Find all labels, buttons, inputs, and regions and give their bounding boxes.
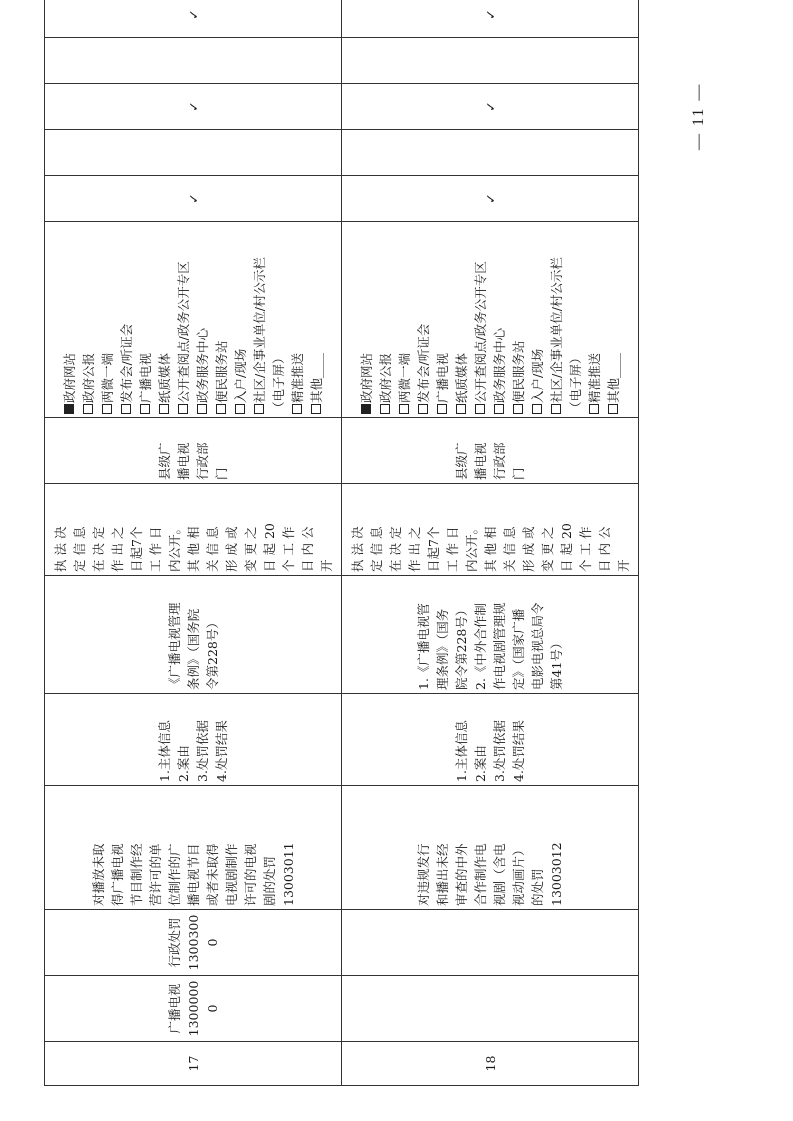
channel-label: 两微一端 <box>100 352 115 403</box>
subcategory-cell <box>45 910 342 976</box>
time-cell-line: 其 他 相 <box>482 526 498 572</box>
table-row <box>45 0 342 1086</box>
time-cell-line: 执 法 决 <box>52 526 68 572</box>
disclosure-table <box>44 0 639 1086</box>
channel-label: 社区/企事业单位/村公示栏 <box>549 257 564 403</box>
channel-item <box>414 225 433 414</box>
channel-label: 两微一端 <box>397 352 412 403</box>
category-cell-line: 13000000 <box>185 980 220 1037</box>
item-cell-line: 得广播电视 <box>109 843 125 906</box>
channel-item <box>155 225 174 414</box>
content-cell-line: 1.主体信息 <box>157 720 172 782</box>
unchecked-box-icon <box>532 404 542 414</box>
time-cell-line: 内公开。 <box>166 521 182 572</box>
basis-cell <box>342 576 639 694</box>
channel-item <box>395 225 414 414</box>
basis-cell-line: 令第228号） <box>204 616 220 690</box>
channel-item <box>117 225 136 414</box>
unchecked-box-icon <box>292 404 302 414</box>
item-cell-line: 剧的处罚 <box>261 855 277 906</box>
time-cell-line: 个 工 作 <box>280 526 296 572</box>
channel-label: 便民服务站 <box>511 340 526 403</box>
item-cell <box>45 786 342 910</box>
time-cell-line: 日起7个 <box>128 526 144 572</box>
channel-item <box>193 225 212 414</box>
item-cell <box>342 786 639 910</box>
channel-item <box>174 225 193 414</box>
unchecked-box-icon <box>437 404 447 414</box>
time-cell <box>342 484 639 576</box>
time-cell-line: 开 <box>318 559 334 572</box>
channel-label: 便民服务站 <box>214 340 229 403</box>
check-mark-icon: ✓ <box>342 0 639 38</box>
unchecked-box-icon <box>102 404 112 414</box>
channel-item <box>212 225 231 414</box>
channel-item <box>288 225 307 414</box>
content-cell-line: 1.主体信息 <box>454 720 469 782</box>
time-cell-line: 在 决 定 <box>387 526 403 572</box>
category-cell <box>45 976 342 1042</box>
table-row <box>342 0 639 1086</box>
channel-item <box>471 225 490 414</box>
basis-cell-line: 1.《广播电视管 <box>416 603 431 690</box>
subject-cell-line: 县级广 <box>157 442 172 480</box>
subject-cell-line: 门 <box>511 467 526 480</box>
unchecked-box-icon <box>254 404 264 414</box>
time-cell-line: 日 内 公 <box>299 526 315 572</box>
channel-item <box>528 225 547 414</box>
subject-cell-line: 门 <box>214 467 229 480</box>
time-cell-line: 定 信 息 <box>368 526 384 572</box>
basis-cell-line: 《广播电视管理 <box>166 602 182 690</box>
time-cell-line: 作 出 之 <box>406 526 422 572</box>
unchecked-box-icon <box>551 404 561 414</box>
item-cell-line: 位制作的广 <box>166 843 182 906</box>
channel-item <box>231 225 250 414</box>
unchecked-box-icon <box>608 404 618 414</box>
subject-cell-line: 播电视 <box>473 442 488 480</box>
subject-cell-line: 行政部 <box>492 442 507 480</box>
channel-item <box>509 225 528 414</box>
check-mark-icon: ✓ <box>45 176 342 222</box>
time-cell-line: 其 他 相 <box>185 526 201 572</box>
time-cell-line: 定 信 息 <box>71 526 87 572</box>
time-cell-line: 作 出 之 <box>109 526 125 572</box>
item-cell-line: 对违规发行 <box>416 843 431 906</box>
checked-box-icon <box>64 404 74 414</box>
time-cell-line: 关 信 息 <box>204 526 220 572</box>
time-cell-line: 关 信 息 <box>501 526 517 572</box>
time-cell-line: 变 更 之 <box>539 526 555 572</box>
unchecked-box-icon <box>140 404 150 414</box>
item-cell-line: 合作制作电 <box>473 843 488 906</box>
unchecked-box-icon <box>399 404 409 414</box>
subcategory-cell-line: 行政处罚 <box>166 917 182 968</box>
item-cell-line: 节目制作经 <box>128 843 144 906</box>
check-mark-icon: ✓ <box>45 0 342 38</box>
item-cell-line: 审查的中外 <box>454 843 469 906</box>
table-body <box>45 0 639 1086</box>
time-cell-line: 日 起 20 <box>261 523 277 572</box>
empty-mark-cell <box>45 130 342 176</box>
subcategory-cell <box>342 910 639 976</box>
time-cell-line: 在 决 定 <box>90 526 106 572</box>
row-seq: 17 <box>45 1042 342 1086</box>
subcategory-cell-line: 13003000 <box>185 914 220 971</box>
content-cell <box>342 694 639 786</box>
subject-cell <box>342 418 639 484</box>
channel-item <box>452 225 471 414</box>
channel-item <box>60 225 79 414</box>
basis-cell-line: 2.《中外合作制 <box>473 603 488 690</box>
screen-note: （电子屏） <box>271 351 286 414</box>
subject-cell-line: 行政部 <box>195 442 210 480</box>
unchecked-box-icon <box>216 404 226 414</box>
time-cell-line: 内公开。 <box>463 521 479 572</box>
content-cell-line: 2.案由 <box>176 745 191 782</box>
channel-item <box>136 225 155 414</box>
content-cell-line: 4.处罚结果 <box>511 720 526 782</box>
channel-label: 精准推送 <box>587 352 602 403</box>
unchecked-box-icon <box>475 404 485 414</box>
channel-item <box>98 225 117 414</box>
channel-item <box>357 225 376 414</box>
channel-item <box>376 225 395 414</box>
content-cell-line: 2.案由 <box>473 745 488 782</box>
screen-note: （电子屏） <box>568 351 583 414</box>
time-cell <box>45 484 342 576</box>
item-cell-line: 许可的电视 <box>242 843 258 906</box>
basis-cell-line: 条例》（国务院 <box>185 608 201 690</box>
time-cell-line: 开 <box>615 559 631 572</box>
channel-label: 政府网站 <box>359 352 374 403</box>
basis-cell <box>45 576 342 694</box>
time-cell-line: 日起7个 <box>425 526 441 572</box>
check-mark-icon: ✓ <box>342 176 639 222</box>
channel-cell <box>342 222 639 418</box>
content-cell-line: 4.处罚结果 <box>214 720 229 782</box>
channel-label: 纸质媒体 <box>454 352 469 403</box>
content-cell <box>45 694 342 786</box>
channel-label: 发布会/听证会 <box>119 323 134 403</box>
unchecked-box-icon <box>380 404 390 414</box>
channel-label: 政府网站 <box>62 352 77 403</box>
time-cell-line: 形 成 或 <box>520 526 536 572</box>
unchecked-box-icon <box>456 404 466 414</box>
basis-cell-line: 作电视剧管理规 <box>492 602 507 690</box>
channel-label: 政府公报 <box>378 352 393 403</box>
subject-cell-line: 播电视 <box>176 442 191 480</box>
time-cell-line: 变 更 之 <box>242 526 258 572</box>
channel-label: 发布会/听证会 <box>416 323 431 403</box>
time-cell-line: 形 成 或 <box>223 526 239 572</box>
unchecked-box-icon <box>178 404 188 414</box>
unchecked-box-icon <box>235 404 245 414</box>
channel-item <box>585 225 604 414</box>
time-cell-line: 工 作 日 <box>147 526 163 572</box>
check-mark-icon: ✓ <box>45 84 342 130</box>
unchecked-box-icon <box>513 404 523 414</box>
item-cell-line: 营许可的单 <box>147 843 163 906</box>
item-cell-line: 对播放未取 <box>90 843 106 906</box>
channel-label: 其他____ <box>606 352 621 403</box>
channel-cell <box>45 222 342 418</box>
content-cell-line: 3.处罚依据 <box>492 720 507 782</box>
channel-label: 政务服务中心 <box>195 327 210 403</box>
channel-label: 入户/现场 <box>233 348 248 403</box>
unchecked-box-icon <box>121 404 131 414</box>
basis-cell-line: 第41号） <box>549 636 564 690</box>
channel-item <box>604 225 623 414</box>
unchecked-box-icon <box>311 404 321 414</box>
channel-label: 精准推送 <box>290 352 305 403</box>
item-cell-line: 或者未取得 <box>204 843 220 906</box>
subject-cell <box>45 418 342 484</box>
channel-label: 社区/企事业单位/村公示栏 <box>252 257 267 403</box>
channel-label: 其他____ <box>309 352 324 403</box>
channel-item <box>490 225 509 414</box>
item-cell-line: 电视剧制作 <box>223 843 239 906</box>
page-number <box>690 70 720 150</box>
channel-label: 公开查阅点/政务公开专区 <box>176 261 191 403</box>
unchecked-box-icon <box>589 404 599 414</box>
unchecked-box-icon <box>494 404 504 414</box>
time-cell-line: 日 起 20 <box>558 523 574 572</box>
item-cell-line: 播电视节目 <box>185 843 201 906</box>
channel-label: 政府公报 <box>81 352 96 403</box>
channel-label: 公开查阅点/政务公开专区 <box>473 261 488 403</box>
item-cell-line: 13003012 <box>549 842 564 906</box>
category-cell <box>342 976 639 1042</box>
category-cell-line: 广播电视 <box>166 983 182 1034</box>
channel-item <box>250 225 269 414</box>
channel-item <box>547 225 566 414</box>
content-cell-line: 3.处罚依据 <box>195 720 210 782</box>
page-number-text: — 11 — <box>690 82 707 150</box>
empty-mark-cell <box>342 130 639 176</box>
item-cell-line: 和播出未经 <box>435 843 450 906</box>
subject-cell-line: 县级广 <box>454 442 469 480</box>
basis-cell-line: 理条例》（国务 <box>435 608 450 690</box>
channel-label: 广播电视 <box>435 352 450 403</box>
item-cell-line: 的处罚 <box>530 868 545 906</box>
unchecked-box-icon <box>159 404 169 414</box>
basis-cell-line: 定》（国家广播 <box>511 608 526 690</box>
time-cell-line: 日 内 公 <box>596 526 612 572</box>
empty-mark-cell <box>45 38 342 84</box>
basis-cell-line: 院令第228号） <box>454 603 469 690</box>
channel-label: 政务服务中心 <box>492 327 507 403</box>
empty-mark-cell <box>342 38 639 84</box>
channel-label: 广播电视 <box>138 352 153 403</box>
channel-item <box>433 225 452 414</box>
disclosure-table-rotated <box>44 9 639 1086</box>
time-cell-line: 个 工 作 <box>577 526 593 572</box>
channel-item <box>307 225 326 414</box>
time-cell-line: 工 作 日 <box>444 526 460 572</box>
channel-item <box>79 225 98 414</box>
channel-label: 纸质媒体 <box>157 352 172 403</box>
unchecked-box-icon <box>83 404 93 414</box>
item-cell-line: 视剧（含电 <box>492 843 507 906</box>
item-cell-line: 视动画片） <box>511 843 526 906</box>
basis-cell-line: 电影电视总局令 <box>530 602 545 690</box>
row-seq: 18 <box>342 1042 639 1086</box>
check-mark-icon: ✓ <box>342 84 639 130</box>
unchecked-box-icon <box>197 404 207 414</box>
unchecked-box-icon <box>418 404 428 414</box>
channel-label: 入户/现场 <box>530 348 545 403</box>
checked-box-icon <box>361 404 371 414</box>
time-cell-line: 执 法 决 <box>349 526 365 572</box>
item-cell-line: 13003011 <box>280 842 296 906</box>
